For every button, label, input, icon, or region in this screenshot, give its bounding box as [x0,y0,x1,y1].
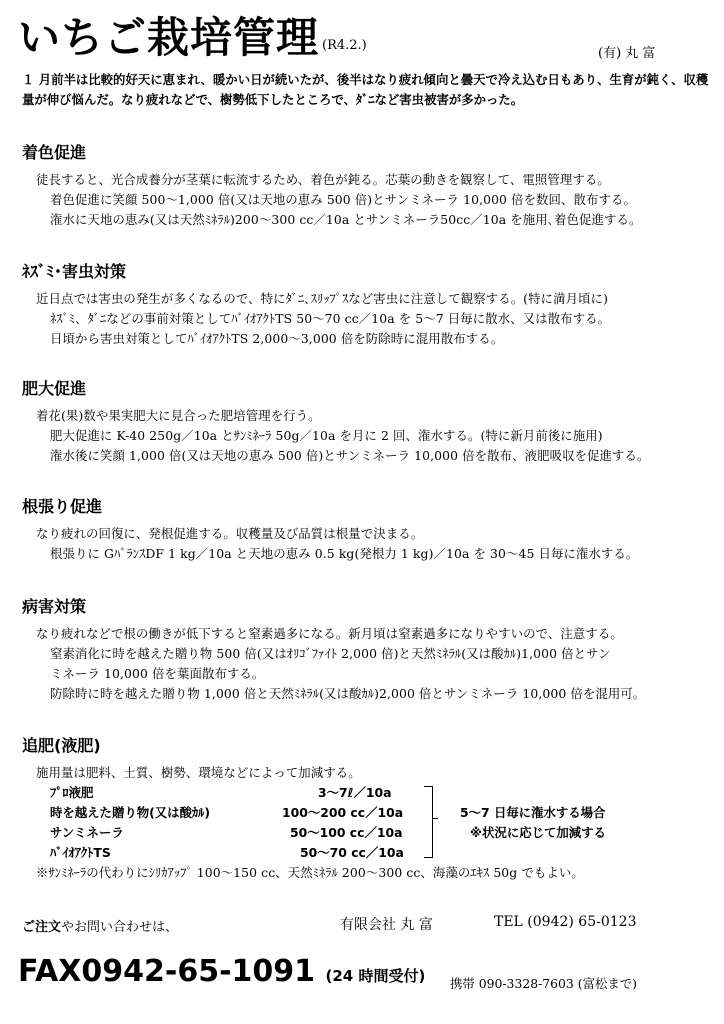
fertilizer-amount: 3～7ℓ／10a [318,785,392,800]
fax-line [18,954,425,994]
page-title: いちご栽培管理 [18,13,320,62]
intro-paragraph: １ 月前半は比較的好天に恵まれ、暖かい日が続いたが、後半はなり疲れ傾向と曇天で冷え込む日もあり、生育が鈍く、収穫量が伸び悩んだ。なり疲れなどで、樹勢低下したところで、ﾀﾞﾆなど害虫被害が多かった。 [22,72,709,107]
disease-line: ミネーラ 10,000 倍を葉面散布する。 [50,666,265,681]
fax-hours: (24 時間受付) [325,967,426,985]
coloring-line: 潅水に天地の恵み(又は天然ﾐﾈﾗﾙ)200～300 cc／10a とサンミネーラ50cc／10a を施用､着色促進する。 [50,212,642,227]
mobile-number: 携帯 090-3328-7603 (富松まで) [450,976,637,991]
bracket-note: 5～7 日毎に潅水する場合 [460,805,606,820]
section-heading-coloring: 着色促進 [22,143,87,162]
bracket-divider-tip [432,818,438,819]
section-heading-roots: 根張り促進 [22,497,103,516]
pests-line: 近日点では害虫の発生が多くなるので、特にﾀﾞﾆ､ｽﾘｯﾌﾟｽなど害虫に注意して観察する。(特に満月頃に) [36,291,608,306]
roots-line: なり疲れの回復に、発根促進する。収穫量及び品質は根量で決まる。 [36,526,424,541]
order-rest: やお問い合わせは、 [61,920,179,935]
roots-line: 根張りに GﾊﾞﾗﾝｽDF 1 kg／10a と天地の恵み 0.5 kg(発根力 1 kg)／10a を 30～45 日毎に潅水する。 [50,546,639,561]
bracket-divider [424,786,433,858]
bracket-note: ※状況に応じて加減する [470,825,606,840]
footer-tel: TEL (0942) 65-0123 [494,914,637,930]
section-heading-pests: ﾈｽﾞﾐ･害虫対策 [22,262,127,281]
fertilizer-name: ﾊﾞｲｵｱｸﾄTS [50,845,111,860]
order-prompt [22,916,178,935]
section-heading-enlarge: 肥大促進 [22,379,87,398]
disease-line: 防除時に時を越えた贈り物 1,000 倍と天然ﾐﾈﾗﾙ(又は酸ｶﾙ)2,000 倍とサンミネーラ 10,000 倍を混用可。 [50,686,646,701]
enlarge-line: 着花(果)数や果実肥大に見合った肥培管理を行う。 [36,408,321,423]
fertilizer-amount: 50～70 cc／10a [300,845,404,860]
fertilizer-intro: 施用量は肥料、土質、樹勢、環境などによって加減する。 [36,765,361,780]
fertilizer-amount: 50～100 cc／10a [290,825,403,840]
fax-number: FAX0942-65-1091 [18,954,316,989]
issue-date: (R4.2.) [322,38,367,53]
coloring-line: 徒長すると、光合成養分が茎葉に転流するため、着色が鈍る。芯葉の動きを観察して、電照管理する。 [36,172,610,187]
enlarge-line: 潅水後に笑顔 1,000 倍(又は天地の恵み 500 倍)とサンミネーラ 10,000 倍を散布、液肥吸収を促進する。 [50,448,650,463]
pests-line: 日頃から害虫対策としてﾊﾞｲｵｱｸﾄTS 2,000～3,000 倍を防除時に混用散布する。 [50,331,504,346]
coloring-line: 着色促進に笑顔 500～1,000 倍(又は天地の恵み 500 倍)とサンミネーラ 10,000 倍を数回、散布する。 [50,192,636,207]
fertilizer-footnote: ※ｻﾝﾐﾈｰﾗの代わりにｼﾘｶｱｯﾌﾟ 100～150 cc、天然ﾐﾈﾗﾙ 200～300 cc、海藻のｴｷｽ 50g でもよい。 [36,865,584,880]
pests-line: ﾈｽﾞﾐ、ﾀﾞﾆなどの事前対策としてﾊﾞｲｵｱｸﾄTS 50～70 cc／10a を 5～7 日毎に散水、又は散布する。 [50,311,611,326]
section-heading-disease: 病害対策 [22,597,87,616]
order-label: ご注文 [22,920,62,935]
disease-line: なり疲れなどで根の働きが低下すると窒素過多になる。新月頃は窒素過多になりやすいので、注意する。 [36,626,623,641]
fertilizer-name: サンミネーラ [50,825,124,840]
section-heading-fertilizer: 追肥(液肥) [22,736,101,755]
company-name: (有) 丸 富 [598,46,656,61]
footer-company: 有限会社 丸 富 [340,917,433,933]
fertilizer-name: ﾌﾟﾛ液肥 [50,785,94,800]
enlarge-line: 肥大促進に K-40 250g／10a とｻﾝﾐﾈｰﾗ 50g／10a を月に 2 回、潅水する。(特に新月前後に施用) [50,428,603,443]
fertilizer-amount: 100～200 cc／10a [282,805,404,820]
disease-line: 窒素消化に時を越えた贈り物 500 倍(又はｵﾘｺﾞﾌｧｲﾄ 2,000 倍)と天然ﾐﾈﾗﾙ(又は酸ｶﾙ)1,000 倍とサン [50,646,611,661]
fertilizer-name: 時を越えた贈り物(又は酸ｶﾙ) [50,805,211,820]
